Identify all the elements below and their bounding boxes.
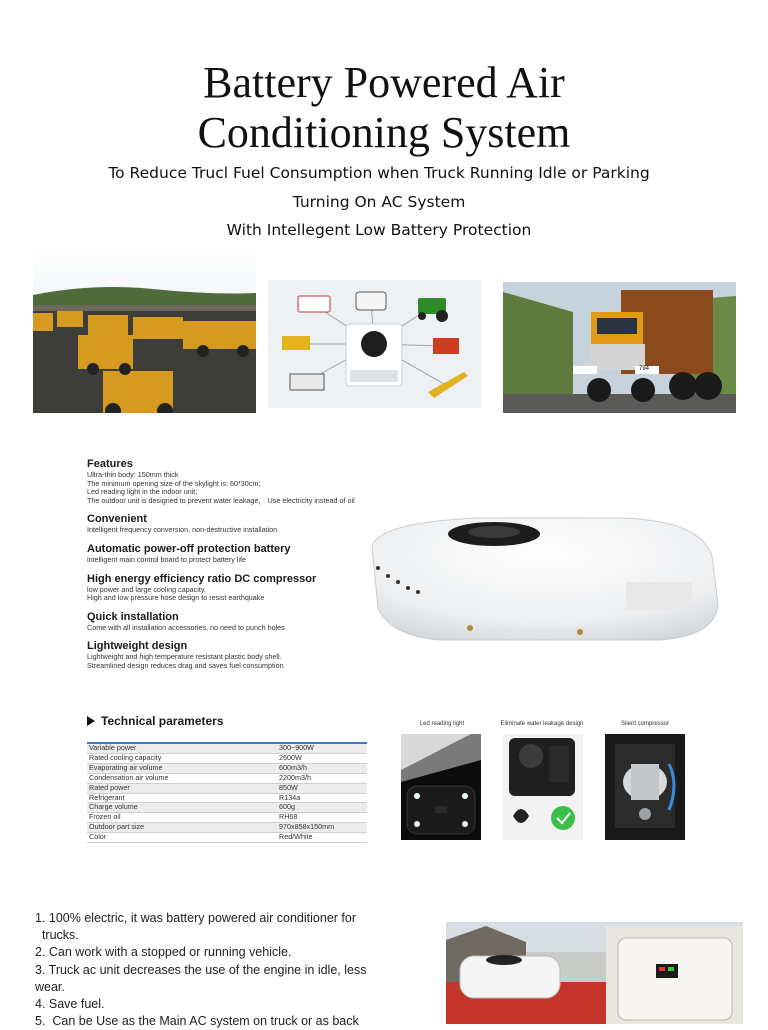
param-value: RH68 [277,813,367,823]
param-value: 850W [277,783,367,793]
param-name: Charge volume [87,803,277,813]
mining-trucks-photo [33,245,256,413]
feature-desc: Come with all installation accessories, no need to punch holes [87,622,285,632]
param-name: Outdoor part size [87,823,277,833]
title-line-1: Battery Powered Air [203,58,565,107]
list-item: trucks. [35,928,79,943]
triangle-bullet-icon [87,716,95,726]
feature-heading: Automatic power-off protection battery [87,542,291,555]
param-value: 970x858x150mm [277,823,367,833]
technical-parameters-heading [87,714,224,728]
rooftop-ac-unit-image [360,508,728,648]
subtitle-line-3: With Intellegent Low Battery Protection [226,221,532,239]
feature-heading: Quick installation [87,610,179,623]
feature-desc: Ultra-thin body: 150mm thick The minimum opening size of the skylight is: 60*30cm; Led reading light in the indoor unit; The outdoor unit is designed to prevent water leakage， Use electricity instead of oil [87,470,355,505]
table-row [87,793,367,803]
technical-heading-text: Technical parameters [101,714,224,728]
caption-compressor: Silent compressor [620,721,670,727]
param-name: Evaporating air volume [87,763,277,773]
feature-item [87,611,387,633]
table-row [87,753,367,763]
param-name: Condensation air volume [87,773,277,783]
page-title [0,58,768,158]
subtitle-line-2: Turning On AC System [292,193,466,211]
feature-desc: low power and large cooling capacity. High and low pressure hose design to resist earthquake [87,584,265,603]
water-leakage-design-image [503,734,583,840]
param-value: R134a [277,793,367,803]
param-value: 600g [277,803,367,813]
caption-water-leakage: Eliminate water leakage design [500,721,584,727]
param-value: 2600W [277,753,367,763]
feature-item [87,543,387,565]
table-row [87,823,367,833]
param-name: Color [87,833,277,843]
table-row [87,763,367,773]
param-name: Rated power [87,783,277,793]
features-list [87,458,387,679]
subtitle-line-1: To Reduce Trucl Fuel Consumption when Truck Running Idle or Parking [108,164,650,182]
technical-parameters-table [87,742,367,843]
list-item: 1. 100% electric, it was battery powered air conditioner for [35,911,356,925]
dump-truck-photo [503,282,736,413]
feature-item [87,513,387,535]
table-row [87,773,367,783]
param-name: Frozen oil [87,813,277,823]
installed-ac-unit-photo [446,922,743,1024]
ac-unit-vehicles-diagram [268,280,481,408]
feature-heading: Convenient [87,513,147,526]
table-row [87,743,367,753]
list-item: 2. Can work with a stopped or running vehicle. [35,945,292,960]
feature-desc: Lightweight and high temperature resistant plastic body shell. Streamlined design reduces drag and saves fuel consumption [87,652,284,670]
caption-led-light: Led reading light [419,721,465,727]
list-item: 5. Can be Use as the Main AC system on truck or as back [35,1014,359,1029]
feature-item [87,458,387,505]
feature-heading: Lightweight design [87,640,188,653]
title-line-2: Conditioning System [197,108,571,157]
feature-item [87,573,387,603]
silent-compressor-image [605,734,685,840]
param-name: Rated cooling capacity [87,753,277,763]
param-value: 600m3/h [277,763,367,773]
led-reading-light-image [401,734,481,840]
table-row [87,833,367,843]
feature-desc: intelligent main control board to protect battery life [87,554,247,564]
feature-heading: High energy efficiency ratio DC compressor [87,572,317,585]
list-item: wear. [35,979,65,994]
list-item: 3. Truck ac unit decreases the use of the engine in idle, less [35,962,367,977]
param-name: Refrigerant [87,793,277,803]
table-row [87,803,367,813]
feature-heading: Features [87,458,133,470]
list-item: 4. Save fuel. [35,997,105,1012]
benefits-list [35,910,425,1030]
param-value: 2200m3/h [277,773,367,783]
feature-desc: Intelligent frequency conversion, non-destructive installation [87,525,278,535]
license-plate: 794 [639,366,650,372]
param-value: Red/White [277,833,367,843]
param-name: Variable power [87,743,277,753]
param-value: 300~900W [277,743,367,753]
table-row [87,813,367,823]
table-row [87,783,367,793]
feature-item [87,640,387,670]
